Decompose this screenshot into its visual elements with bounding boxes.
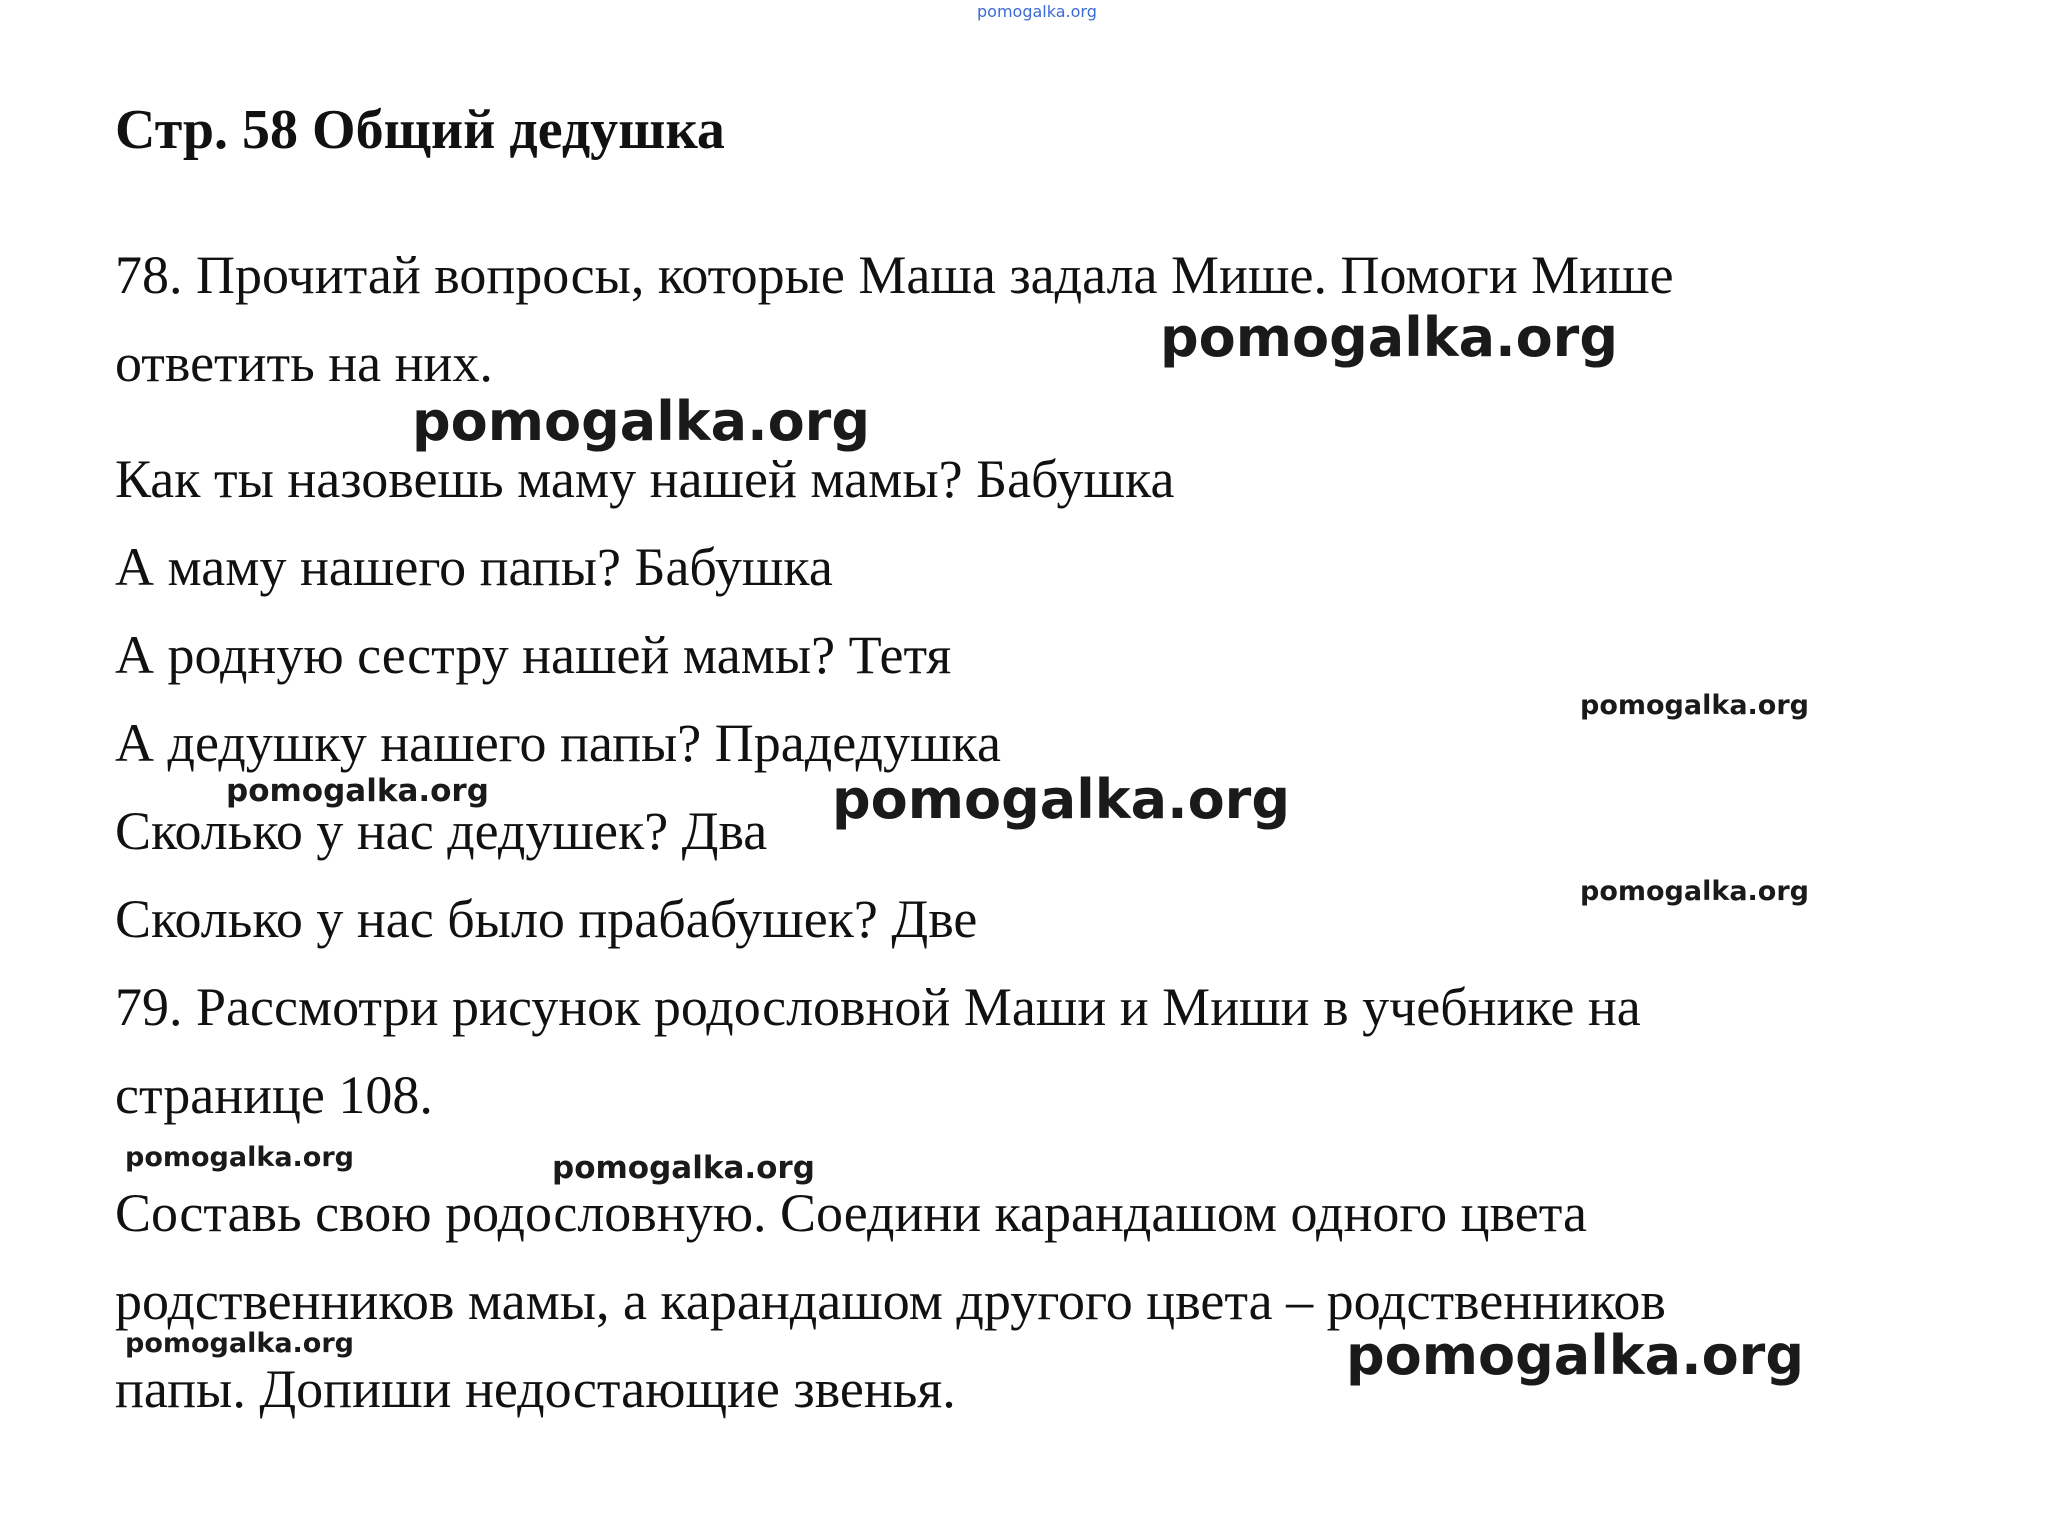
watermark: pomogalka.org	[412, 390, 870, 453]
text-line: Составь свою родословную. Соедини карандашом одного цвета	[115, 1183, 1587, 1243]
text-line: А маму нашего папы? Бабушка	[115, 537, 833, 597]
header-watermark: pomogalka.org	[977, 2, 1097, 21]
page-title: Стр. 58 Общий дедушка	[115, 99, 725, 161]
text-line: Сколько у нас дедушек? Два	[115, 801, 768, 861]
text-line: Как ты назовешь маму нашей мамы? Бабушка	[115, 449, 1175, 509]
watermark: pomogalka.org	[125, 1328, 354, 1359]
text-line: ответить на них.	[115, 333, 493, 393]
watermark: pomogalka.org	[1580, 876, 1809, 907]
watermark: pomogalka.org	[125, 1142, 354, 1173]
text-line: родственников мамы, а карандашом другого цвета – родственников	[115, 1271, 1666, 1331]
text-line: А дедушку нашего папы? Прадедушка	[115, 713, 1001, 773]
text-line: 79. Рассмотри рисунок родословной Маши и Миши в учебнике на	[115, 977, 1641, 1037]
watermark: pomogalka.org	[1580, 690, 1809, 721]
text-line: 78. Прочитай вопросы, которые Маша задала Мише. Помоги Мише	[115, 245, 1674, 305]
watermark: pomogalka.org	[552, 1150, 815, 1186]
watermark: pomogalka.org	[832, 768, 1290, 831]
text-line: Сколько у нас было прабабушек? Две	[115, 889, 978, 949]
watermark: pomogalka.org	[1346, 1324, 1804, 1387]
watermark: pomogalka.org	[226, 773, 489, 809]
text-line: А родную сестру нашей мамы? Тетя	[115, 625, 952, 685]
text-line: папы. Допиши недостающие звенья.	[115, 1359, 956, 1419]
watermark: pomogalka.org	[1160, 306, 1618, 369]
text-line: странице 108.	[115, 1065, 433, 1125]
